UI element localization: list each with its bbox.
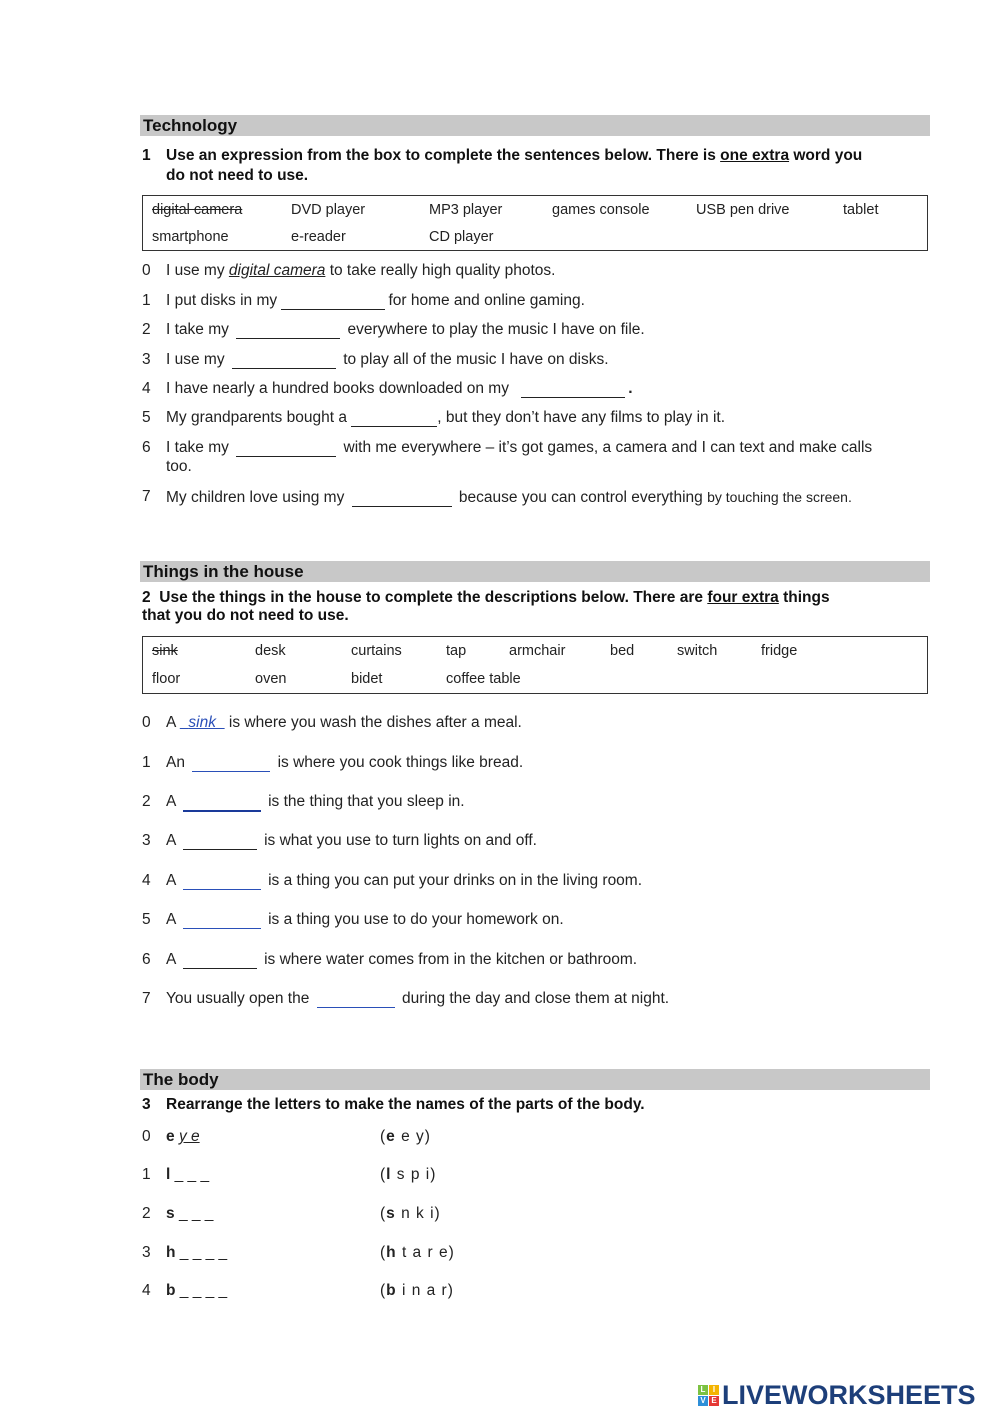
sentence-text: A (166, 714, 180, 731)
item-number: 3 (142, 351, 151, 368)
answer-blank-6[interactable] (236, 439, 336, 457)
word-box-item: tap (446, 643, 467, 659)
hint-letters: n k i) (395, 1205, 441, 1222)
word-box-item: sink (152, 643, 178, 659)
answer-blank-6[interactable] (183, 951, 257, 969)
item-number: 0 (142, 1128, 151, 1145)
item-number: 2 (142, 793, 151, 810)
logo-cube-icon (698, 1385, 719, 1406)
example-answer-text: sink (188, 714, 216, 731)
sentence-text: for home and online gaming. (388, 292, 585, 309)
example-answer: digital camera (228, 262, 326, 279)
hint-first: e (386, 1128, 396, 1145)
sentence-text: is what you use to turn lights on and off. (259, 832, 537, 849)
item-number: 4 (142, 380, 151, 397)
instruction-number: 3 (142, 1096, 151, 1113)
sentence-text: My children love using my (166, 489, 349, 506)
item-number: 0 (142, 714, 151, 731)
answer-blank-3[interactable] (183, 832, 257, 850)
hint-first: l (386, 1166, 392, 1183)
answer-blank-3[interactable] (232, 351, 336, 369)
hint-first: b (386, 1282, 397, 1299)
word-box-item: e-reader (291, 229, 346, 245)
hint-letters: e y) (395, 1128, 431, 1145)
sentence-text: is where you cook things like bread. (273, 754, 524, 771)
answer-blank-2[interactable] (183, 793, 261, 812)
sentence-text: I use my (166, 351, 229, 368)
answer-blank-7[interactable] (352, 489, 452, 507)
instr-text: Use an expression from the box to complete the sentences below. There is (166, 147, 721, 164)
first-letter: e (166, 1128, 175, 1145)
word-box-item: fridge (761, 643, 798, 659)
liveworksheets-logo (698, 1380, 976, 1411)
sentence-text: everywhere to play the music I have on file. (343, 321, 645, 338)
logo-cube-letter: E (709, 1396, 719, 1406)
section-header-body: The body (140, 1069, 930, 1090)
sentence-text: I put disks in my (166, 292, 282, 309)
word-box-item: curtains (351, 643, 402, 659)
answer-blank-7[interactable] (317, 990, 395, 1008)
sentence-text: , but they don’t have any films to play in it. (437, 409, 726, 426)
sentence-text: A (166, 793, 180, 810)
word-box-item: bed (610, 643, 635, 659)
item-number: 3 (142, 832, 151, 849)
sentence-text: I take my (166, 439, 234, 456)
sentence-text: is where water comes from in the kitchen or bathroom. (259, 951, 638, 968)
word-box-item: coffee table (446, 671, 521, 687)
sentence-text: is where you wash the dishes after a meal. (224, 714, 522, 731)
word-box-item: bidet (351, 671, 383, 687)
instr-text: word you (789, 147, 863, 164)
section-header-technology: Technology (140, 115, 930, 136)
item-number: 4 (142, 872, 151, 889)
word-box-item: games console (552, 202, 650, 218)
item-number: 3 (142, 1244, 151, 1261)
item-number: 4 (142, 1282, 151, 1299)
logo-text: LIVEWORKSHEETS (722, 1380, 976, 1410)
instruction-number: 2 (142, 589, 151, 606)
first-letter: s (166, 1205, 175, 1222)
word-box-item: oven (255, 671, 287, 687)
hint-letters: s p i) (391, 1166, 437, 1183)
item-number: 5 (142, 409, 151, 426)
hint-first: s (386, 1205, 396, 1222)
letter-hint: (e e y) (380, 1128, 431, 1145)
instr-text: Use the things in the house to complete the descriptions below. There are (159, 589, 708, 606)
word-box-item: switch (677, 643, 718, 659)
word-box-item: USB pen drive (696, 202, 790, 218)
sentence-text: is a thing you can put your drinks on in the living room. (263, 872, 643, 889)
item-number: 6 (142, 951, 151, 968)
word-box-item: CD player (429, 229, 494, 245)
hint-letters: t a r e) (396, 1244, 455, 1261)
first-letter: l (166, 1166, 171, 1183)
instruction-1-cont: do not need to use. (166, 167, 309, 184)
sentence-text-cont: too. (166, 458, 192, 475)
item-number: 1 (142, 1166, 151, 1183)
word-box-house (142, 636, 928, 694)
word-box-item: floor (152, 671, 181, 687)
answer-blank-3[interactable]: _ _ _ _ (179, 1244, 228, 1261)
instr-emphasis: one extra (720, 147, 790, 164)
sentence-text: I take my (166, 321, 234, 338)
letter-hint: (b i n a r) (380, 1282, 454, 1299)
instruction-2 (142, 588, 830, 607)
answer-blank-2[interactable] (236, 321, 340, 339)
answer-blank-1[interactable] (192, 754, 270, 772)
letter-hint: (l s p i) (380, 1166, 437, 1183)
first-letter: b (166, 1282, 176, 1299)
answer-blank-4[interactable] (521, 380, 625, 398)
sentence-text: I use my (166, 262, 229, 279)
example-answer: y e (178, 1128, 200, 1145)
example-answer (180, 714, 225, 731)
word-box-item: desk (255, 643, 286, 659)
item-number: 2 (142, 1205, 151, 1222)
answer-blank-4[interactable]: _ _ _ _ (179, 1282, 228, 1299)
sentence-text: My grandparents bought a (166, 409, 352, 426)
word-box-item: digital camera (152, 202, 243, 218)
item-number: 5 (142, 911, 151, 928)
instr-emphasis: four extra (707, 589, 779, 606)
answer-blank-5[interactable] (183, 911, 261, 929)
hint-first: h (386, 1244, 397, 1261)
answer-blank-4[interactable] (183, 872, 261, 890)
instruction-2-cont: that you do not need to use. (142, 607, 349, 624)
item-number: 1 (142, 292, 151, 309)
item-number: 7 (142, 990, 151, 1007)
letter-hint: (s n k i) (380, 1205, 441, 1222)
sentence-text: A (166, 951, 180, 968)
logo-cube-letter: L (698, 1385, 708, 1395)
sentence-text: An (166, 754, 190, 771)
word-box-technology (142, 195, 928, 251)
item-number: 0 (142, 262, 151, 279)
sentence-text: is a thing you use to do your homework on. (263, 911, 564, 928)
answer-blank-2[interactable]: _ _ _ (178, 1205, 214, 1222)
word-box-item: armchair (509, 643, 566, 659)
answer-blank-1[interactable]: _ _ _ (174, 1166, 210, 1183)
sentence-text: You usually open the (166, 990, 314, 1007)
word-box-item: MP3 player (429, 202, 503, 218)
sentence-text: A (166, 832, 180, 849)
sentence-text: by touching the screen. (707, 489, 852, 505)
word-box-item: DVD player (291, 202, 366, 218)
item-number: 2 (142, 321, 151, 338)
sentence-text: A (166, 872, 180, 889)
sentence-text: with me everywhere – it’s got games, a camera and I can text and make calls (339, 439, 873, 456)
sentence-text: to take really high quality photos. (325, 262, 556, 279)
hint-letters: i n a r) (396, 1282, 454, 1299)
instruction-3: Rearrange the letters to make the names of the parts of the body. (166, 1096, 645, 1113)
item-number: 1 (142, 754, 151, 771)
answer-blank-1[interactable] (281, 292, 385, 310)
sentence-text: during the day and close them at night. (397, 990, 670, 1007)
sentence-text: I have nearly a hundred books downloaded on my (166, 380, 514, 397)
letter-hint: (h t a r e) (380, 1244, 455, 1261)
sentence-text: is the thing that you sleep in. (263, 793, 465, 810)
sentence-text: to play all of the music I have on disks. (338, 351, 609, 368)
sentence-text: because you can control everything (454, 489, 708, 506)
logo-cube-letter: I (709, 1385, 719, 1395)
sentence-text: . (628, 380, 633, 397)
answer-blank-5[interactable] (351, 409, 437, 427)
section-header-house: Things in the house (140, 561, 930, 582)
word-box-item: smartphone (152, 229, 229, 245)
word-box-item: tablet (843, 202, 879, 218)
instr-text: things (778, 589, 830, 606)
instruction-1 (166, 146, 862, 165)
item-number: 6 (142, 439, 151, 456)
item-number: 7 (142, 488, 151, 505)
sentence-text: A (166, 911, 180, 928)
logo-cube-letter: V (698, 1396, 708, 1406)
first-letter: h (166, 1244, 176, 1261)
instruction-number: 1 (142, 147, 151, 164)
